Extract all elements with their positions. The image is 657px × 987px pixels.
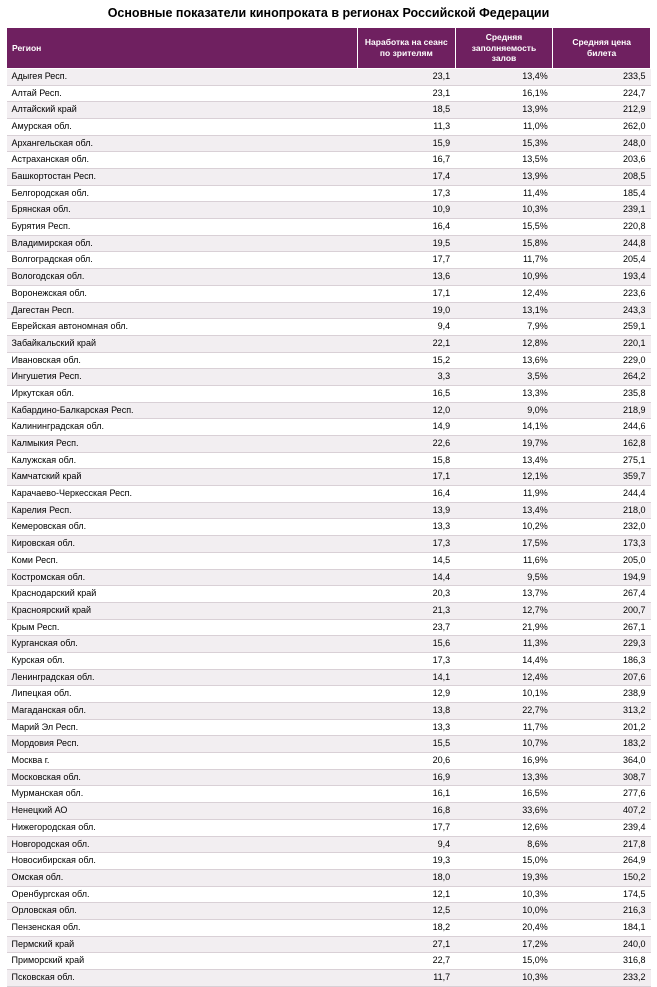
cell-average-ticket-price: 150,2 <box>553 869 651 886</box>
cell-average-occupancy: 9,0% <box>455 402 553 419</box>
cell-attendance-per-session: 18,2 <box>358 919 456 936</box>
cell-attendance-per-session: 13,3 <box>358 719 456 736</box>
cell-region: Нижегородская обл. <box>7 819 358 836</box>
cell-average-ticket-price: 186,3 <box>553 652 651 669</box>
cell-average-occupancy: 11,7% <box>455 252 553 269</box>
cell-attendance-per-session: 17,1 <box>358 469 456 486</box>
cell-region: Иркутская обл. <box>7 385 358 402</box>
cell-average-ticket-price: 205,4 <box>553 252 651 269</box>
cell-region: Москва г. <box>7 753 358 770</box>
cell-average-ticket-price: 174,5 <box>553 886 651 903</box>
cell-average-occupancy: 13,1% <box>455 302 553 319</box>
cell-average-occupancy: 11,0% <box>455 118 553 135</box>
cell-attendance-per-session: 16,5 <box>358 385 456 402</box>
cell-region: Курганская обл. <box>7 636 358 653</box>
column-header-region: Регион <box>7 28 358 69</box>
cell-average-occupancy: 8,6% <box>455 836 553 853</box>
cell-region: Орловская обл. <box>7 903 358 920</box>
table-row <box>7 402 651 419</box>
column-header-average-occupancy: Средняя заполняемость залов <box>455 28 553 69</box>
cell-attendance-per-session: 11,7 <box>358 970 456 987</box>
cell-average-occupancy: 13,4% <box>455 452 553 469</box>
cell-attendance-per-session: 15,5 <box>358 736 456 753</box>
cell-region: Архангельская обл. <box>7 135 358 152</box>
cell-attendance-per-session: 22,7 <box>358 953 456 970</box>
cell-attendance-per-session: 16,4 <box>358 486 456 503</box>
cell-average-occupancy: 10,3% <box>455 886 553 903</box>
cell-region: Пензенская обл. <box>7 919 358 936</box>
cell-average-occupancy: 21,9% <box>455 619 553 636</box>
cell-region: Ненецкий АО <box>7 803 358 820</box>
cell-average-occupancy: 17,5% <box>455 536 553 553</box>
cell-average-ticket-price: 233,2 <box>553 970 651 987</box>
cell-average-ticket-price: 259,1 <box>553 319 651 336</box>
cell-attendance-per-session: 12,9 <box>358 686 456 703</box>
cell-average-occupancy: 16,5% <box>455 786 553 803</box>
cell-region: Калмыкия Респ. <box>7 436 358 453</box>
table-row <box>7 285 651 302</box>
table-row <box>7 469 651 486</box>
table-row <box>7 936 651 953</box>
cell-region: Магаданская обл. <box>7 703 358 720</box>
cell-average-occupancy: 15,3% <box>455 135 553 152</box>
cell-average-ticket-price: 238,9 <box>553 686 651 703</box>
table-row <box>7 569 651 586</box>
cell-average-occupancy: 13,5% <box>455 152 553 169</box>
cell-average-occupancy: 3,5% <box>455 369 553 386</box>
cell-average-occupancy: 19,7% <box>455 436 553 453</box>
cell-average-occupancy: 20,4% <box>455 919 553 936</box>
table-row <box>7 169 651 186</box>
cell-average-ticket-price: 359,7 <box>553 469 651 486</box>
cell-region: Ленинградская обл. <box>7 669 358 686</box>
cell-average-occupancy: 14,1% <box>455 419 553 436</box>
cell-average-occupancy: 15,5% <box>455 219 553 236</box>
cell-average-occupancy: 9,5% <box>455 569 553 586</box>
cell-attendance-per-session: 17,3 <box>358 185 456 202</box>
cell-average-ticket-price: 203,6 <box>553 152 651 169</box>
cell-average-ticket-price: 267,4 <box>553 586 651 603</box>
cell-average-ticket-price: 218,0 <box>553 502 651 519</box>
cell-average-occupancy: 10,3% <box>455 970 553 987</box>
cell-average-ticket-price: 205,0 <box>553 552 651 569</box>
table-row <box>7 836 651 853</box>
cell-average-occupancy: 13,9% <box>455 102 553 119</box>
cell-average-ticket-price: 239,1 <box>553 202 651 219</box>
cell-average-ticket-price: 216,3 <box>553 903 651 920</box>
cell-region: Новгородская обл. <box>7 836 358 853</box>
cell-average-occupancy: 33,6% <box>455 803 553 820</box>
cell-region: Владимирская обл. <box>7 235 358 252</box>
page-title: Основные показатели кинопроката в регионах Российской Федерации <box>107 6 550 20</box>
cell-average-ticket-price: 207,6 <box>553 669 651 686</box>
cell-average-ticket-price: 313,2 <box>553 703 651 720</box>
table-row <box>7 385 651 402</box>
cell-average-ticket-price: 235,8 <box>553 385 651 402</box>
cell-region: Дагестан Респ. <box>7 302 358 319</box>
cell-attendance-per-session: 12,1 <box>358 886 456 903</box>
cell-average-occupancy: 11,3% <box>455 636 553 653</box>
cell-attendance-per-session: 14,5 <box>358 552 456 569</box>
table-row <box>7 486 651 503</box>
table-row <box>7 252 651 269</box>
cell-attendance-per-session: 17,7 <box>358 252 456 269</box>
cell-average-ticket-price: 239,4 <box>553 819 651 836</box>
cell-average-occupancy: 12,7% <box>455 602 553 619</box>
table-row <box>7 819 651 836</box>
cell-average-occupancy: 13,7% <box>455 586 553 603</box>
table-row <box>7 652 651 669</box>
cell-average-ticket-price: 233,5 <box>553 68 651 85</box>
cell-average-ticket-price: 267,1 <box>553 619 651 636</box>
cell-region: Пермский край <box>7 936 358 953</box>
cell-region: Приморский край <box>7 953 358 970</box>
cell-average-ticket-price: 223,6 <box>553 285 651 302</box>
cell-average-occupancy: 11,6% <box>455 552 553 569</box>
cell-region: Калининградская обл. <box>7 419 358 436</box>
cell-region: Кабардино-Балкарская Респ. <box>7 402 358 419</box>
table-row <box>7 703 651 720</box>
cell-region: Оренбургская обл. <box>7 886 358 903</box>
cell-attendance-per-session: 14,4 <box>358 569 456 586</box>
cell-attendance-per-session: 15,6 <box>358 636 456 653</box>
cell-average-occupancy: 12,4% <box>455 669 553 686</box>
table-row <box>7 436 651 453</box>
cell-region: Калужская обл. <box>7 452 358 469</box>
cell-average-ticket-price: 264,2 <box>553 369 651 386</box>
cell-average-ticket-price: 162,8 <box>553 436 651 453</box>
cell-region: Забайкальский край <box>7 335 358 352</box>
cell-region: Бурятия Респ. <box>7 219 358 236</box>
cell-attendance-per-session: 18,5 <box>358 102 456 119</box>
cell-average-occupancy: 11,4% <box>455 185 553 202</box>
cell-average-ticket-price: 277,6 <box>553 786 651 803</box>
table-row <box>7 669 651 686</box>
cell-region: Карелия Респ. <box>7 502 358 519</box>
cell-average-ticket-price: 308,7 <box>553 769 651 786</box>
cell-region: Ингушетия Респ. <box>7 369 358 386</box>
cell-average-occupancy: 19,3% <box>455 869 553 886</box>
table-row <box>7 869 651 886</box>
cell-attendance-per-session: 11,3 <box>358 118 456 135</box>
cell-region: Краснодарский край <box>7 586 358 603</box>
cell-attendance-per-session: 16,7 <box>358 152 456 169</box>
cell-attendance-per-session: 23,1 <box>358 85 456 102</box>
table-row <box>7 919 651 936</box>
cell-average-occupancy: 10,7% <box>455 736 553 753</box>
cell-average-occupancy: 10,0% <box>455 903 553 920</box>
cell-attendance-per-session: 17,3 <box>358 536 456 553</box>
cell-region: Астраханская обл. <box>7 152 358 169</box>
table-row <box>7 302 651 319</box>
table-row <box>7 519 651 536</box>
cell-average-ticket-price: 220,8 <box>553 219 651 236</box>
cell-average-ticket-price: 275,1 <box>553 452 651 469</box>
cell-attendance-per-session: 20,3 <box>358 586 456 603</box>
table-row <box>7 235 651 252</box>
cell-attendance-per-session: 22,1 <box>358 335 456 352</box>
cell-average-ticket-price: 200,7 <box>553 602 651 619</box>
cell-attendance-per-session: 19,0 <box>358 302 456 319</box>
cell-average-ticket-price: 217,8 <box>553 836 651 853</box>
table-row <box>7 202 651 219</box>
cell-average-ticket-price: 194,9 <box>553 569 651 586</box>
cell-attendance-per-session: 16,8 <box>358 803 456 820</box>
cell-region: Алтайский край <box>7 102 358 119</box>
cell-average-occupancy: 12,6% <box>455 819 553 836</box>
table-row <box>7 152 651 169</box>
column-header-attendance-per-session: Наработка на сеанс по зрителям <box>358 28 456 69</box>
cell-attendance-per-session: 20,6 <box>358 753 456 770</box>
table-row <box>7 135 651 152</box>
table-row <box>7 352 651 369</box>
cell-average-occupancy: 13,4% <box>455 502 553 519</box>
cell-attendance-per-session: 13,9 <box>358 502 456 519</box>
table-row <box>7 269 651 286</box>
table-row <box>7 102 651 119</box>
column-header-average-ticket-price: Средняя цена билета <box>553 28 651 69</box>
cell-attendance-per-session: 17,7 <box>358 819 456 836</box>
cell-attendance-per-session: 15,9 <box>358 135 456 152</box>
cell-attendance-per-session: 13,8 <box>358 703 456 720</box>
cell-region: Воронежская обл. <box>7 285 358 302</box>
cell-average-occupancy: 10,2% <box>455 519 553 536</box>
cell-average-occupancy: 11,9% <box>455 486 553 503</box>
table-row <box>7 736 651 753</box>
table-body <box>7 68 651 986</box>
cell-region: Вологодская обл. <box>7 269 358 286</box>
cell-average-occupancy: 22,7% <box>455 703 553 720</box>
cell-average-occupancy: 12,1% <box>455 469 553 486</box>
table-row <box>7 970 651 987</box>
cell-attendance-per-session: 17,1 <box>358 285 456 302</box>
table-header <box>7 28 651 69</box>
cell-region: Московская обл. <box>7 769 358 786</box>
cell-region: Красноярский край <box>7 602 358 619</box>
cell-average-occupancy: 13,9% <box>455 169 553 186</box>
cell-region: Мурманская обл. <box>7 786 358 803</box>
cell-average-ticket-price: 364,0 <box>553 753 651 770</box>
cell-attendance-per-session: 16,9 <box>358 769 456 786</box>
cell-average-occupancy: 12,4% <box>455 285 553 302</box>
cell-attendance-per-session: 10,9 <box>358 202 456 219</box>
table-row <box>7 452 651 469</box>
table-row <box>7 419 651 436</box>
cell-region: Волгоградская обл. <box>7 252 358 269</box>
cell-average-ticket-price: 208,5 <box>553 169 651 186</box>
cell-attendance-per-session: 14,9 <box>358 419 456 436</box>
table-row <box>7 335 651 352</box>
cell-average-ticket-price: 184,1 <box>553 919 651 936</box>
cell-attendance-per-session: 9,4 <box>358 836 456 853</box>
cell-region: Марий Эл Респ. <box>7 719 358 736</box>
cell-region: Алтай Респ. <box>7 85 358 102</box>
cell-average-ticket-price: 244,8 <box>553 235 651 252</box>
table-row <box>7 753 651 770</box>
cell-region: Коми Респ. <box>7 552 358 569</box>
table-row <box>7 85 651 102</box>
table-header-row <box>7 28 651 69</box>
cell-region: Брянская обл. <box>7 202 358 219</box>
cell-region: Липецкая обл. <box>7 686 358 703</box>
cell-average-occupancy: 12,8% <box>455 335 553 352</box>
cell-average-ticket-price: 218,9 <box>553 402 651 419</box>
cell-region: Белгородская обл. <box>7 185 358 202</box>
cell-region: Башкортостан Респ. <box>7 169 358 186</box>
cell-average-ticket-price: 248,0 <box>553 135 651 152</box>
cell-region: Омская обл. <box>7 869 358 886</box>
cell-average-ticket-price: 316,8 <box>553 953 651 970</box>
cell-attendance-per-session: 14,1 <box>358 669 456 686</box>
cell-attendance-per-session: 13,3 <box>358 519 456 536</box>
table-row <box>7 853 651 870</box>
cell-region: Еврейская автономная обл. <box>7 319 358 336</box>
cell-average-occupancy: 13,6% <box>455 352 553 369</box>
cell-average-occupancy: 17,2% <box>455 936 553 953</box>
cell-average-ticket-price: 407,2 <box>553 803 651 820</box>
cell-region: Кировская обл. <box>7 536 358 553</box>
cell-region: Ивановская обл. <box>7 352 358 369</box>
cell-average-occupancy: 10,3% <box>455 202 553 219</box>
table-row <box>7 619 651 636</box>
cell-average-occupancy: 11,7% <box>455 719 553 736</box>
cell-region: Камчатский край <box>7 469 358 486</box>
cell-region: Карачаево-Черкесская Респ. <box>7 486 358 503</box>
cell-attendance-per-session: 16,4 <box>358 219 456 236</box>
cell-average-occupancy: 13,3% <box>455 385 553 402</box>
cell-average-ticket-price: 229,0 <box>553 352 651 369</box>
cell-attendance-per-session: 3,3 <box>358 369 456 386</box>
cell-average-ticket-price: 173,3 <box>553 536 651 553</box>
indicators-table <box>6 27 651 987</box>
cell-region: Крым Респ. <box>7 619 358 636</box>
cell-attendance-per-session: 15,2 <box>358 352 456 369</box>
cell-average-occupancy: 15,0% <box>455 953 553 970</box>
cell-average-occupancy: 7,9% <box>455 319 553 336</box>
cell-attendance-per-session: 12,0 <box>358 402 456 419</box>
cell-attendance-per-session: 23,1 <box>358 68 456 85</box>
cell-average-ticket-price: 212,9 <box>553 102 651 119</box>
cell-attendance-per-session: 16,1 <box>358 786 456 803</box>
table-row <box>7 786 651 803</box>
cell-average-ticket-price: 201,2 <box>553 719 651 736</box>
cell-attendance-per-session: 12,5 <box>358 903 456 920</box>
cell-attendance-per-session: 13,6 <box>358 269 456 286</box>
cell-attendance-per-session: 17,3 <box>358 652 456 669</box>
table-row <box>7 803 651 820</box>
cell-region: Адыгея Респ. <box>7 68 358 85</box>
table-row <box>7 502 651 519</box>
cell-average-occupancy: 10,1% <box>455 686 553 703</box>
cell-average-occupancy: 14,4% <box>455 652 553 669</box>
cell-average-ticket-price: 243,3 <box>553 302 651 319</box>
table-row <box>7 769 651 786</box>
table-row <box>7 719 651 736</box>
cell-average-occupancy: 13,3% <box>455 769 553 786</box>
table-row <box>7 369 651 386</box>
table-row <box>7 953 651 970</box>
table-row <box>7 118 651 135</box>
cell-region: Новосибирская обл. <box>7 853 358 870</box>
table-row <box>7 686 651 703</box>
cell-average-ticket-price: 224,7 <box>553 85 651 102</box>
table-row <box>7 185 651 202</box>
table-row <box>7 319 651 336</box>
cell-average-ticket-price: 220,1 <box>553 335 651 352</box>
cell-attendance-per-session: 22,6 <box>358 436 456 453</box>
cell-region: Костромская обл. <box>7 569 358 586</box>
table-row <box>7 68 651 85</box>
cell-attendance-per-session: 19,5 <box>358 235 456 252</box>
cell-attendance-per-session: 15,8 <box>358 452 456 469</box>
cell-region: Амурская обл. <box>7 118 358 135</box>
cell-attendance-per-session: 17,4 <box>358 169 456 186</box>
table-row <box>7 903 651 920</box>
cell-average-ticket-price: 183,2 <box>553 736 651 753</box>
cell-average-ticket-price: 229,3 <box>553 636 651 653</box>
table-row <box>7 602 651 619</box>
table-row <box>7 636 651 653</box>
cell-attendance-per-session: 9,4 <box>358 319 456 336</box>
cell-average-ticket-price: 264,9 <box>553 853 651 870</box>
cell-average-ticket-price: 232,0 <box>553 519 651 536</box>
cell-region: Мордовия Респ. <box>7 736 358 753</box>
cell-region: Курская обл. <box>7 652 358 669</box>
cell-region: Псковская обл. <box>7 970 358 987</box>
cell-average-ticket-price: 244,6 <box>553 419 651 436</box>
cell-attendance-per-session: 23,7 <box>358 619 456 636</box>
cell-average-ticket-price: 244,4 <box>553 486 651 503</box>
cell-attendance-per-session: 21,3 <box>358 602 456 619</box>
table-row <box>7 536 651 553</box>
cell-attendance-per-session: 18,0 <box>358 869 456 886</box>
table-row <box>7 552 651 569</box>
cell-region: Кемеровская обл. <box>7 519 358 536</box>
cell-average-occupancy: 16,1% <box>455 85 553 102</box>
cell-average-occupancy: 15,0% <box>455 853 553 870</box>
cell-average-ticket-price: 240,0 <box>553 936 651 953</box>
cell-average-occupancy: 16,9% <box>455 753 553 770</box>
cell-average-occupancy: 15,8% <box>455 235 553 252</box>
cell-average-ticket-price: 193,4 <box>553 269 651 286</box>
cell-average-ticket-price: 185,4 <box>553 185 651 202</box>
cell-attendance-per-session: 19,3 <box>358 853 456 870</box>
cell-attendance-per-session: 27,1 <box>358 936 456 953</box>
cell-average-occupancy: 10,9% <box>455 269 553 286</box>
table-row <box>7 586 651 603</box>
cell-average-occupancy: 13,4% <box>455 68 553 85</box>
table-row <box>7 219 651 236</box>
cell-average-ticket-price: 262,0 <box>553 118 651 135</box>
